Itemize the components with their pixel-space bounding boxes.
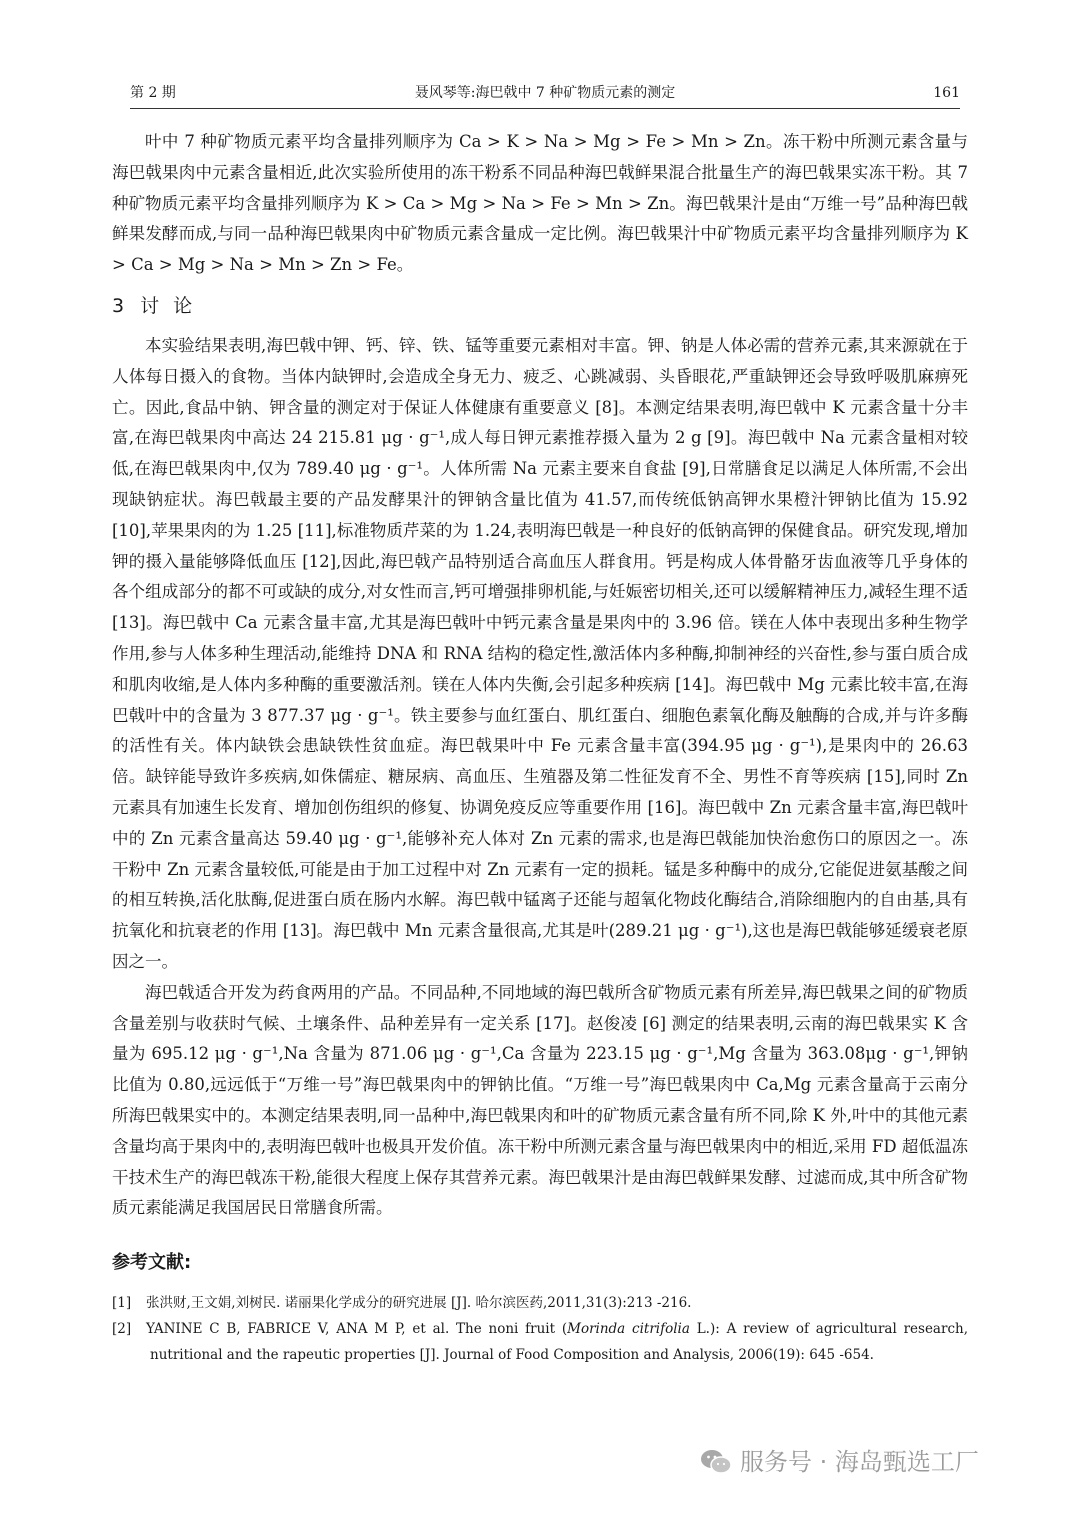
wechat-icon <box>700 1447 732 1477</box>
reference-text: L.): A review of agricultural research, nutritional and the rapeutic properties [J]. Journal of Food Composition and Analysis, 2006(19): 645 -654. <box>150 1321 968 1364</box>
watermark <box>700 1442 1060 1482</box>
discussion-paragraph: 本实验结果表明,海巴戟中钾、钙、锌、铁、锰等重要元素相对丰富。钾、钠是人体必需的营养元素,其来源就在于人体每日摄入的食物。当体内缺钾时,会造成全身无力、疲乏、心跳减弱、头昏眼花,严重缺钾还会导致呼吸肌麻痹死亡。因此,食品中钠、钾含量的测定对于保证人体健康有重要意义 [8]。本测定结果表明,海巴戟中 K 元素含量十分丰富,在海巴戟果肉中高达 24 215.81 μg · g⁻¹,成人每日钾元素推荐摄入量为 2 g [9]。海巴戟中 Na 元素含量相对较低,在海巴戟果肉中,仅为 789.40 μg · g⁻¹。人体所需 Na 元素主要来自食盐 [9],日常膳食足以满足人体所需,不会出现缺钠症状。海巴戟最主要的产品发酵果汁的钾钠含量比值为 41.57,而传统低钠高钾水果橙汁钾钠比值为 15.92 [10],苹果果肉的为 1.25 [11],标准物质芹菜的为 1.24,表明海巴戟是一种良好的低钠高钾的保健食品。研究发现,增加钾的摄入量能够降低血压 [12],因此,海巴戟产品特别适合高血压人群食用。钙是构成人体骨骼牙齿血液等几乎身体的各个组成部分的都不可或缺的成分,对女性而言,钙可增强排卵机能,与妊娠密切相关,还可以缓解精神压力,减轻生理不适 [13]。海巴戟中 Ca 元素含量丰富,尤其是海巴戟叶中钙元素含量是果肉中的 3.96 倍。镁在人体中表现出多种生物学作用,参与人体多种生理活动,能维持 DNA 和 RNA 结构的稳定性,激活体内多种酶,抑制神经的兴奋性,参与蛋白质合成和肌肉收缩,是人体内多种酶的重要激活剂。镁在人体内失衡,会引起多种疾病 [14]。海巴戟中 Mg 元素比较丰富,在海巴戟叶中的含量为 3 877.37 μg · g⁻¹。铁主要参与血红蛋白、肌红蛋白、细胞色素氧化酶及触酶的合成,并与许多酶的活性有关。体内缺铁会患缺铁性贫血症。海巴戟果叶中 Fe 元素含量丰富(394.95 μg · g⁻¹),是果肉中的 26.63 倍。缺锌能导致许多疾病,如侏儒症、糖尿病、高血压、生殖器及第二性征发育不全、男性不育等疾病 [15],同时 Zn 元素具有加速生长发育、增加创伤组织的修复、协调免疫反应等重要作用 [16]。海巴戟中 Zn 元素含量丰富,海巴戟叶中的 Zn 元素含量高达 59.40 μg · g⁻¹,能够补充人体对 Zn 元素的需求,也是海巴戟能加快治愈伤口的原因之一。冻干粉中 Zn 元素含量较低,可能是由于加工过程中对 Zn 元素有一定的损耗。锰是多种酶中的成分,它能促进氨基酸之间的相互转换,活化肽酶,促进蛋白质在肠内水解。海巴戟中锰离子还能与超氧化物歧化酶结合,消除细胞内的自由基,具有抗氧化和抗衰老的作用 [13]。海巴戟中 Mn 元素含量很高,尤其是叶(289.21 μg · g⁻¹),这也是海巴戟能够延缓衰老原因之一。 <box>112 335 968 971</box>
reference-item <box>112 1316 968 1368</box>
reference-italic-species: Morinda citrifolia <box>567 1321 690 1338</box>
reference-text: YANINE C B, FABRICE V, ANA M P, et al. The noni fruit ( <box>146 1321 568 1338</box>
section-number: 3 <box>112 294 127 317</box>
discussion-paragraph: 海巴戟适合开发为药食两用的产品。不同品种,不同地域的海巴戟所含矿物质元素有所差异,海巴戟果之间的矿物质含量差别与收获时气候、土壤条件、品种差异有一定关系 [17]。赵俊凌 [6] 测定的结果表明,云南的海巴戟果实 K 含量为 695.12 μg · g⁻¹,Na 含量为 871.06 μg · g⁻¹,Ca 含量为 223.15 μg · g⁻¹,Mg 含量为 363.08μg · g⁻¹,钾钠比值为 0.80,远远低于“万维一号”海巴戟果肉中的钾钠比值。“万维一号”海巴戟果肉中 Ca,Mg 元素含量高于云南分所海巴戟果实中的。本测定结果表明,同一品种中,海巴戟果肉和叶的矿物质元素含量有所不同,除 K 外,叶中的其他元素含量均高于果肉中的,表明海巴戟叶也极具开发价值。冻干粉中所测元素含量与海巴戟果肉中的相近,采用 FD 超低温冻干技术生产的海巴戟冻干粉,能很大程度上保存其营养元素。海巴戟果汁是由海巴戟鲜果发酵、过滤而成,其中所含矿物质元素能满足我国居民日常膳食所需。 <box>112 982 968 1218</box>
references-heading: 参考文献: <box>112 1252 192 1274</box>
running-title: 聂风琴等:海巴戟中 7 种矿物质元素的测定 <box>414 85 676 101</box>
article-body <box>112 127 968 1368</box>
section-title: 讨论 <box>140 294 207 317</box>
reference-text: 张洪财,王文娟,刘树民. 诺丽果化学成分的研究进展 [J]. 哈尔滨医药,2011,31(3):213 -216. <box>146 1295 692 1312</box>
intro-paragraph: 叶中 7 种矿物质元素平均含量排列顺序为 Ca > K > Na > Mg > Fe > Mn > Zn。冻干粉中所测元素含量与海巴戟果肉中元素含量相近,此次实验所使用的冻干粉系不同品种海巴戟鲜果混合批量生产的海巴戟果实冻干粉。其 7 种矿物质元素平均含量排列顺序为 K > Ca > Mg > Na > Fe > Mn > Zn。海巴戟果汁是由“万维一号”品种海巴戟鲜果发酵而成,与同一品种海巴戟果肉中矿物质元素含量成一定比例。海巴戟果汁中矿物质元素平均含量排列顺序为 K > Ca > Mg > Na > Mn > Zn > Fe。 <box>112 132 968 275</box>
reference-number: [1] <box>112 1295 132 1312</box>
issue-label: 第 2 期 <box>130 85 176 101</box>
reference-number: [2] <box>112 1321 132 1338</box>
reference-item <box>112 1290 968 1316</box>
section-heading <box>112 291 968 321</box>
page-number: 161 <box>933 85 960 101</box>
watermark-text: 服务号 · 海岛甄选工厂 <box>740 1448 979 1476</box>
running-header <box>130 78 960 109</box>
